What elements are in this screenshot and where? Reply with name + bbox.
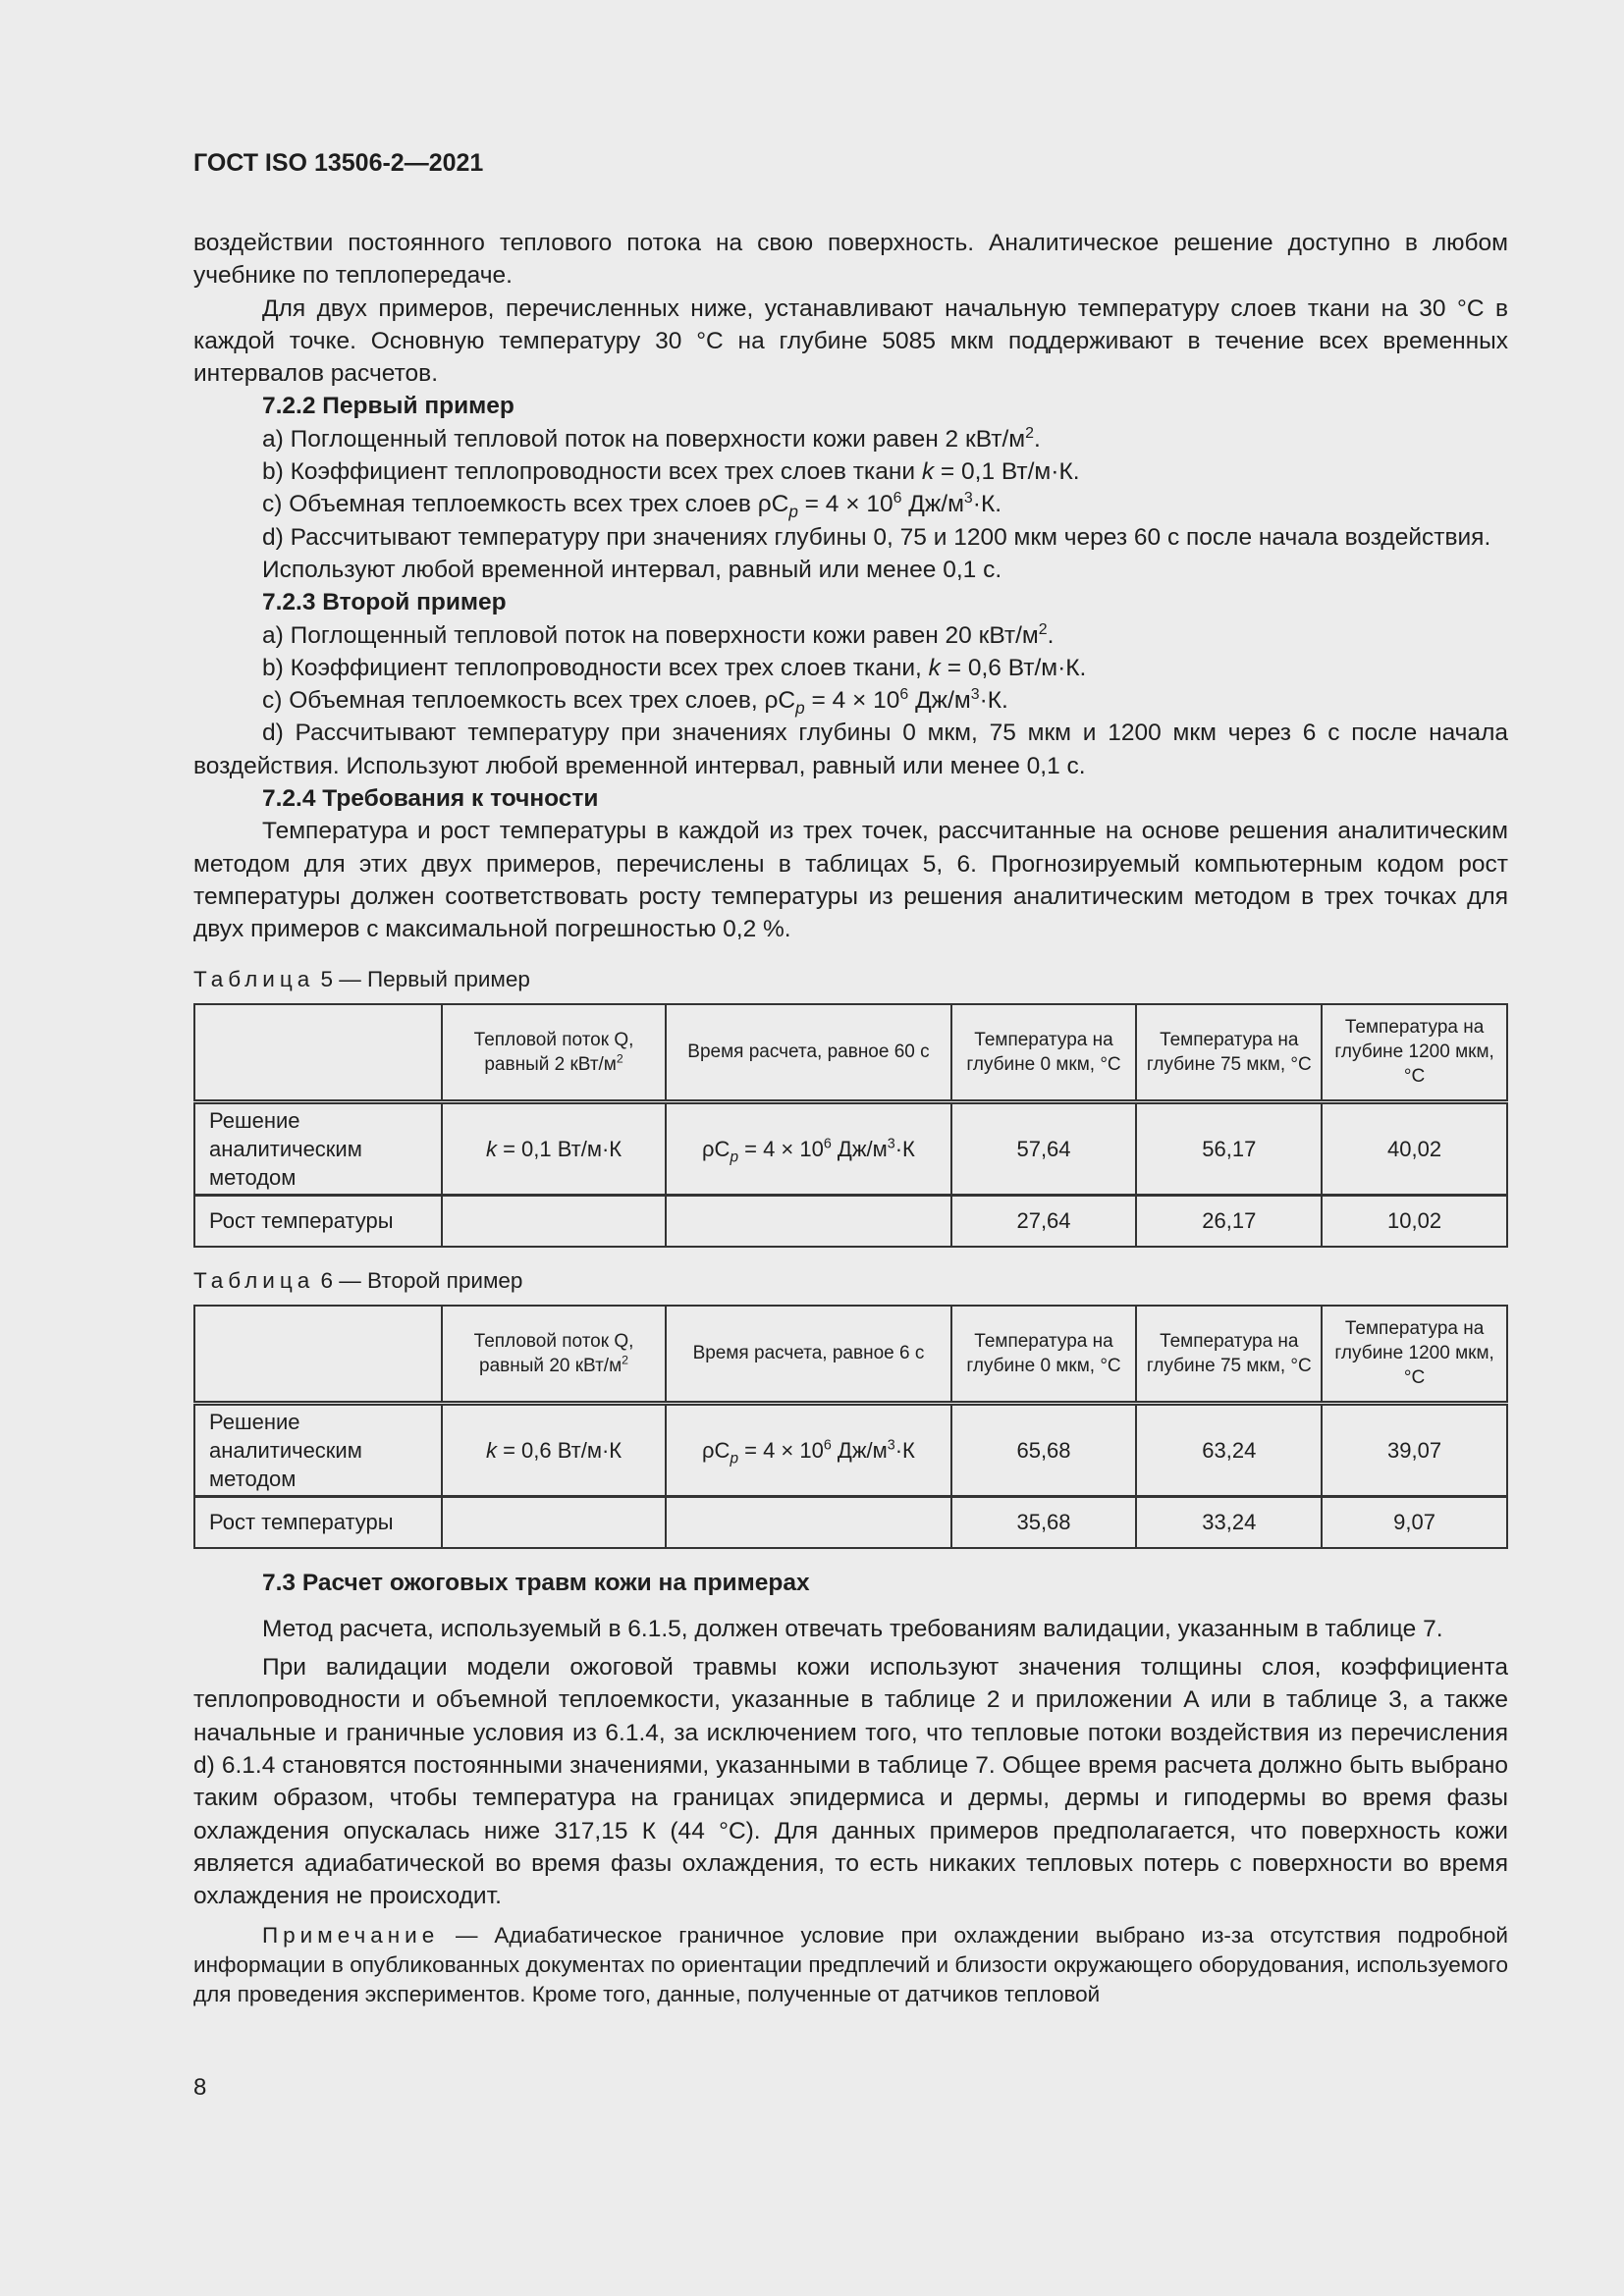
table-cell: 65,68 [951, 1403, 1137, 1496]
table-header-cell: Время расчета, равное 6 с [666, 1306, 950, 1404]
table-cell: Решение аналитическим методом [194, 1403, 442, 1496]
section-heading: 7.3 Расчет ожоговых травм кожи на примерах [262, 1569, 810, 1596]
list-item: c) Объемная теплоемкость всех трех слоев $\rho C_p = 4 \times 10^6$ $Дж/м^3\cdot К$. [262, 490, 1002, 522]
table-caption: Таблица 5 — Первый пример [193, 966, 530, 991]
table-cell [666, 1195, 950, 1247]
table-cell: 27,64 [951, 1195, 1137, 1247]
section-heading: 7.2.4 Требования к точности [262, 785, 599, 813]
table-header-cell: Температура на глубине 1200 мкм, °С [1322, 1004, 1507, 1102]
section-heading: 7.2.3 Второй пример [262, 589, 507, 616]
table-cell: 33,24 [1136, 1496, 1322, 1548]
table-header-cell: Температура на глубине 75 мкм, °С [1136, 1004, 1322, 1102]
table-row [194, 1101, 1507, 1195]
table-cell [666, 1496, 950, 1548]
table-row [194, 1496, 1507, 1548]
note: Примечание — Адиабатическое граничное условие при охлаждении выбрано из-за отсутствия подробной информации в опубликованных документах по ориентации предплечий и близости окружающего оборудования, используемого для проведения экспериментов. Кроме того, данные, полученные от датчиков тепловой [193, 1922, 1508, 2006]
table-5 [193, 1003, 1508, 1248]
paragraph: Используют любой временной интервал, равный или менее 0,1 с. [262, 556, 1002, 583]
table-header-cell: Температура на глубине 0 мкм, °С [951, 1004, 1137, 1102]
list-item: b) Коэффициент теплопроводности всех трех слоев ткани, k = 0,6 Вт/м·К. [262, 654, 1087, 681]
table-header-cell: Тепловой поток Q, равный 2 кВт/$м^2$ [442, 1004, 667, 1102]
table-cell: Решение аналитическим методом [194, 1101, 442, 1195]
table-cell: Рост температуры [194, 1496, 442, 1548]
table-header-cell: Температура на глубине 0 мкм, °С [951, 1306, 1137, 1404]
table-cell: 10,02 [1322, 1195, 1507, 1247]
document-header: ГОСТ ISO 13506-2—2021 [193, 149, 484, 177]
table-cell [194, 1306, 442, 1404]
table-header-cell: Температура на глубине 1200 мкм, °С [1322, 1306, 1507, 1404]
list-item: d) Рассчитывают температуру при значениях глубины 0 мкм, 75 мкм и 1200 мкм через 6 с после начала воздействия. Используют любой временной интервал, равный или менее 0,1 с. [193, 720, 1508, 779]
table-cell: 9,07 [1322, 1496, 1507, 1548]
paragraph: При валидации модели ожоговой травмы кожи используют значения толщины слоя, коэффициента теплопроводности и объемной теплоемкости, указанные в таблице 2 и приложении А или в таблице 3, а также начальные и граничные условия из 6.1.4, за исключением того, что тепловые потоки воздействия из перечисления d) 6.1.4 становятся постоянными значениями, указанными в таблице 7. Общее время расчета должно быть выбрано таким образом, чтобы температура на границах эпидермиса и дермы, дермы и гиподермы во время фазы охлаждения опускалась ниже 317,15 К (44 °С). Для данных примеров предполагается, что поверхность кожи является адиабатической во время фазы охлаждения, то есть никаких тепловых потерь с поверхности во время охлаждения не происходит. [193, 1654, 1508, 1910]
table-cell: 56,17 [1136, 1101, 1322, 1195]
list-item: b) Коэффициент теплопроводности всех трех слоев ткани k = 0,1 Вт/м·К. [262, 458, 1080, 486]
table-cell [442, 1496, 667, 1548]
paragraph: воздействии постоянного теплового потока на свою поверхность. Аналитическое решение доступно в любом учебнике по теплопередаче. [193, 230, 1508, 290]
table-header-row [194, 1306, 1507, 1404]
table-header-row [194, 1004, 1507, 1102]
table-cell: Рост температуры [194, 1195, 442, 1247]
table-cell [442, 1195, 667, 1247]
section-heading: 7.2.2 Первый пример [262, 393, 514, 420]
page-number: 8 [193, 2074, 207, 2101]
table-cell: k = 0,6 Вт/м·К [442, 1403, 667, 1496]
table-cell: k = 0,1 Вт/м·К [442, 1101, 667, 1195]
list-item: c) Объемная теплоемкость всех трех слоев, $\rho C_p = 4 \times 10^6$ $Дж/м^3\cdot К$. [262, 686, 1008, 719]
table-header-cell: Температура на глубине 75 мкм, °С [1136, 1306, 1322, 1404]
table-cell: $\rho C_p = 4 \times 10^6$ $Дж/м^3\cdot К$ [666, 1403, 950, 1496]
paragraph: Метод расчета, используемый в 6.1.5, должен отвечать требованиям валидации, указанным в таблице 7. [262, 1615, 1443, 1642]
table-6 [193, 1305, 1508, 1549]
table-cell: $\rho C_p = 4 \times 10^6$ $Дж/м^3\cdot К$ [666, 1101, 950, 1195]
table-row [194, 1403, 1507, 1496]
table-header-cell: Тепловой поток Q, равный 20 кВт/$м^2$ [442, 1306, 667, 1404]
table-cell: 63,24 [1136, 1403, 1322, 1496]
table-caption: Таблица 6 — Второй пример [193, 1267, 523, 1293]
table-cell [194, 1004, 442, 1102]
paragraph: Температура и рост температуры в каждой из трех точек, рассчитанные на основе решения аналитическим методом для этих двух примеров, перечислены в таблицах 5, 6. Прогнозируемый компьютерным кодом рост температуры должен соответствовать росту температуры из решения аналитическим методом в трех точках для двух примеров с максимальной погрешностью 0,2 %. [193, 818, 1508, 943]
table-cell: 57,64 [951, 1101, 1137, 1195]
table-cell: 40,02 [1322, 1101, 1507, 1195]
table-cell: 39,07 [1322, 1403, 1507, 1496]
table-row [194, 1195, 1507, 1247]
table-cell: 26,17 [1136, 1195, 1322, 1247]
list-item: a) Поглощенный тепловой поток на поверхности кожи равен 2 кВт/$м^2$. [262, 424, 1041, 453]
list-item: d) Рассчитывают температуру при значениях глубины 0, 75 и 1200 мкм через 60 с после начала воздействия. [262, 523, 1491, 551]
document-body [193, 227, 1508, 2009]
table-header-cell: Время расчета, равное 60 с [666, 1004, 950, 1102]
list-item: a) Поглощенный тепловой поток на поверхности кожи равен 20 кВт/$м^2$. [262, 620, 1055, 649]
paragraph: Для двух примеров, перечисленных ниже, устанавливают начальную температуру слоев ткани на 30 °С в каждой точке. Основную температуру 30 °С на глубине 5085 мкм поддерживают в течение всех временных интервалов расчетов. [193, 294, 1508, 388]
table-cell: 35,68 [951, 1496, 1137, 1548]
